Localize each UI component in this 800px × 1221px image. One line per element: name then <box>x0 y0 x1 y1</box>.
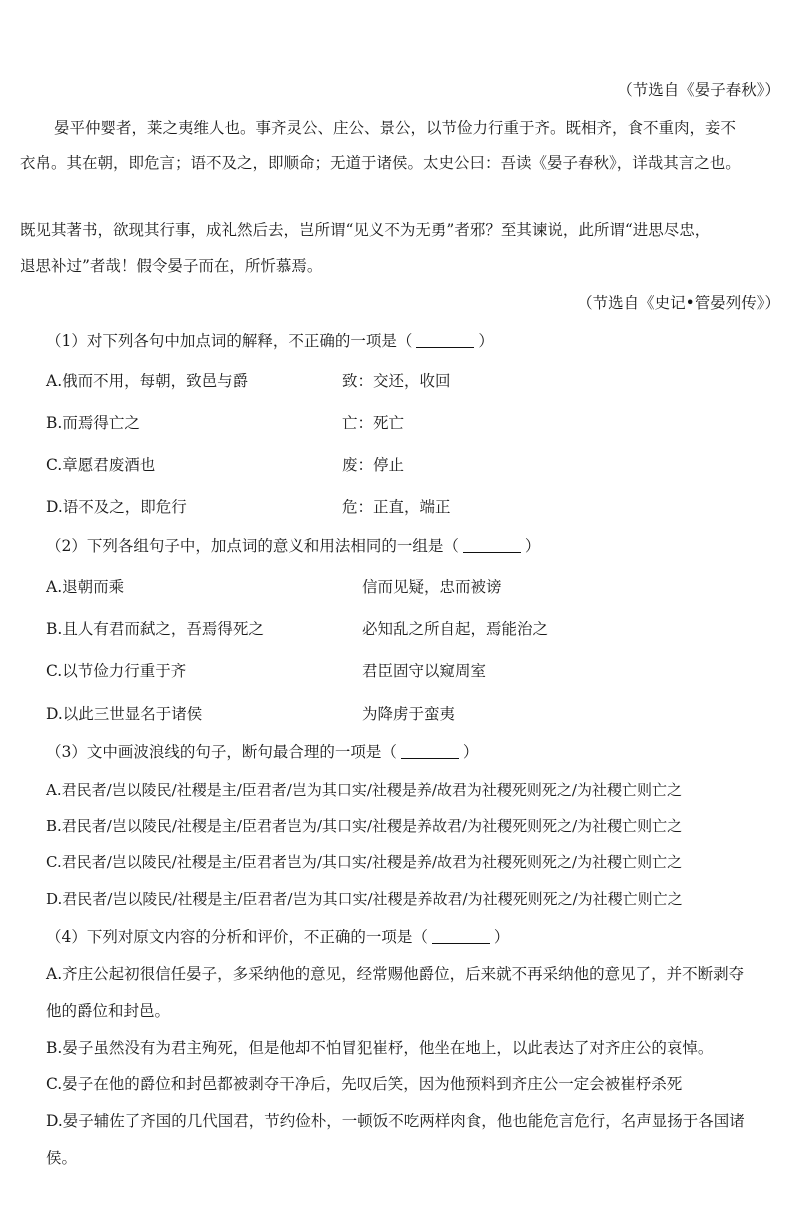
q2-stem-text: （2）下列各组句子中，加点词的意义和用法相同的一组是（ <box>46 537 459 555</box>
source-citation-shiji: （节选自《史记•管晏列传》） <box>577 294 780 312</box>
q4-answer-blank[interactable] <box>432 929 490 944</box>
q1-option-d-gloss: 危：正直，端正 <box>342 498 451 516</box>
q4-stem <box>46 927 509 947</box>
source-citation-yanzi: （节选自《晏子春秋》） <box>617 81 780 99</box>
q1-option-b: B.而焉得亡之 <box>46 414 140 432</box>
q1-option-d: D.语不及之，即危行 <box>46 498 187 516</box>
q4-option-c: C.晏子在他的爵位和封邑都被剥夺干净后，先叹后笑，因为他预料到齐庄公一定会被崔杼杀死 <box>46 1075 683 1093</box>
q1-option-b-gloss: 亡：死亡 <box>342 414 405 432</box>
q1-option-c: C.章愿君废酒也 <box>46 456 156 474</box>
q2-option-d: D.以此三世显名于诸侯 <box>46 705 203 723</box>
passage-para2-line2: 退思补过”者哉！假令晏子而在，所忻慕焉。 <box>20 257 323 275</box>
q1-answer-blank[interactable] <box>416 333 474 348</box>
passage-para1-line1: 晏平仲婴者，莱之夷维人也。事齐灵公、庄公、景公，以节俭力行重于齐。既相齐，食不重肉，妾不 <box>54 119 737 137</box>
q1-option-c-gloss: 废：停止 <box>342 456 405 474</box>
q4-option-a-line2: 他的爵位和封邑。 <box>46 1002 171 1020</box>
q2-option-a-pair: 信而见疑，忠而被谤 <box>362 578 502 596</box>
q2-option-b: B.且人有君而弑之，吾焉得死之 <box>46 620 264 638</box>
passage-para2-line1: 既见其著书，欲现其行事，成礼然后去，岂所谓“见义不为无勇”者邪？至其谏说，此所谓“进思尽忠， <box>20 221 711 239</box>
q3-option-d: D.君民者/岂以陵民/社稷是主/臣君者/岂为其口实/社稷是养故君/为社稷死则死之/为社稷亡则亡之 <box>46 890 683 908</box>
q4-stem-text: （4）下列对原文内容的分析和评价，不正确的一项是（ <box>46 928 428 946</box>
q4-option-b: B.晏子虽然没有为君主殉死，但是他却不怕冒犯崔杼，他坐在地上，以此表达了对齐庄公的哀悼。 <box>46 1039 714 1057</box>
q4-option-d-line1: D.晏子辅佐了齐国的几代国君，节约俭朴，一顿饭不吃两样肉食，他也能危言危行，名声显扬于各国诸 <box>46 1112 745 1130</box>
q4-stem-close: ） <box>493 928 510 946</box>
q2-answer-blank[interactable] <box>463 538 521 553</box>
q1-option-a-gloss: 致：交还，收回 <box>342 372 451 390</box>
q3-answer-blank[interactable] <box>401 744 459 759</box>
q3-stem-close: ） <box>462 743 479 761</box>
q4-option-a-line1: A.齐庄公起初很信任晏子，多采纳他的意见，经常赐他爵位，后来就不再采纳他的意见了，并不断剥夺 <box>46 965 745 983</box>
q1-stem-close: ） <box>478 332 494 350</box>
q2-option-a: A.退朝而乘 <box>46 578 125 596</box>
passage-para1-line2: 衣帛。其在朝，即危言；语不及之，即顺命；无道于诸侯。太史公曰：吾读《晏子春秋》，详哉其言之也。 <box>20 154 741 172</box>
q2-option-c: C.以节俭力行重于齐 <box>46 662 187 680</box>
q3-stem-text: （3）文中画波浪线的句子，断句最合理的一项是（ <box>46 743 397 761</box>
q2-option-c-pair: 君臣固守以窥周室 <box>362 662 487 680</box>
q2-stem-close: ） <box>524 537 541 555</box>
q2-stem <box>46 536 540 556</box>
q3-option-b: B.君民者/岂以陵民/社稷是主/臣君者岂为/其口实/社稷是养故君/为社稷死则死之/为社稷亡则亡之 <box>46 817 683 835</box>
q3-option-a: A.君民者/岂以陵民/社稷是主/臣君者/岂为其口实/社稷是养/故君为社稷死则死之/为社稷亡则亡之 <box>46 781 682 799</box>
q4-option-d-line2: 侯。 <box>46 1149 78 1167</box>
q3-option-c: C.君民者/岂以陵民/社稷是主/臣君者岂为/其口实/社稷是养/故君为社稷死则死之/为社稷亡则亡之 <box>46 853 683 871</box>
q1-stem-text: （1）对下列各句中加点词的解释，不正确的一项是（ <box>46 332 413 350</box>
q3-stem <box>46 742 478 762</box>
q1-stem <box>46 331 494 351</box>
q1-option-a: A.俄而不用，每朝，致邑与爵 <box>46 372 249 390</box>
q2-option-b-pair: 必知乱之所自起，焉能治之 <box>362 620 549 638</box>
q2-option-d-pair: 为降虏于蛮夷 <box>362 705 456 723</box>
